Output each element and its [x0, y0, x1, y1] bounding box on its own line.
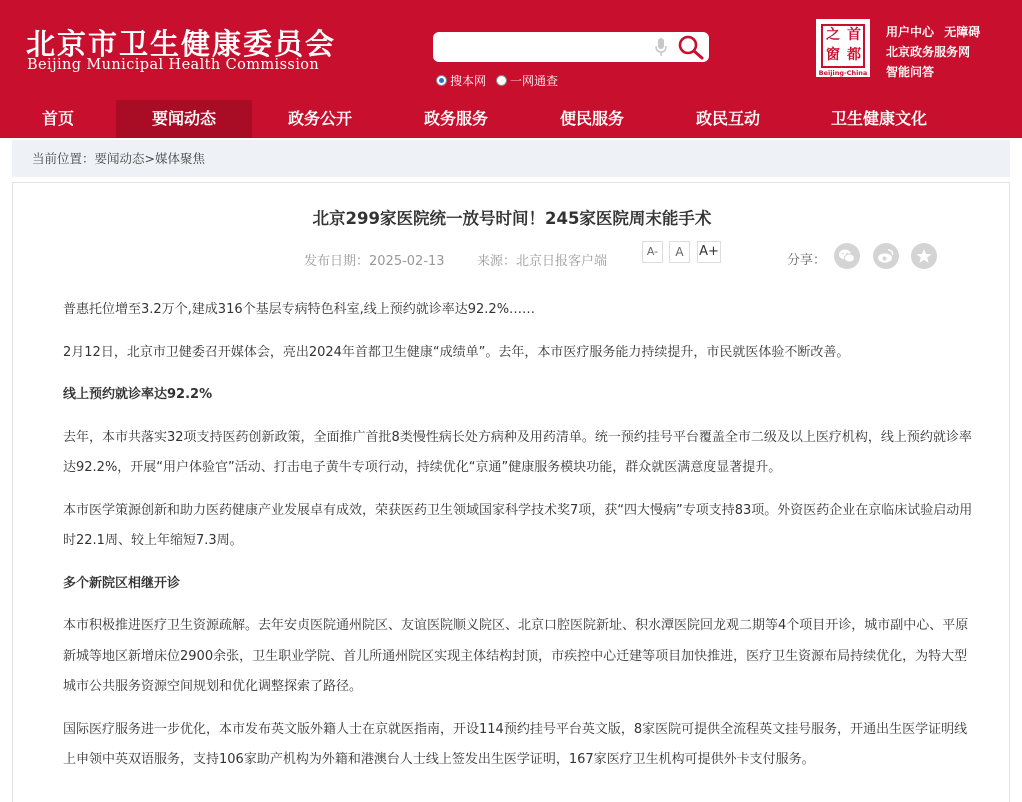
article-subheading: 线上预约就诊率达92.2% — [63, 387, 213, 402]
publish-date — [304, 250, 445, 269]
nav-item-health-culture[interactable]: 卫生健康文化 — [830, 109, 927, 128]
article-title: 北京299家医院统一放号时间！245家医院周末能手术 — [312, 209, 712, 228]
nav-item-interaction[interactable]: 政民互动 — [695, 109, 760, 128]
breadcrumb-separator: > — [144, 151, 156, 166]
nav-item-gov-affairs[interactable]: 政务公开 — [287, 109, 352, 128]
search-input[interactable] — [441, 36, 646, 58]
seal-frame — [821, 24, 865, 68]
nav-item-home[interactable]: 首页 — [41, 109, 74, 128]
radio-unselected-icon[interactable] — [496, 75, 507, 86]
source-label: 来源： — [477, 254, 517, 269]
seal-char: 之 — [826, 27, 840, 43]
search-scope-all-label: 一网通查 — [510, 74, 559, 88]
seal-caption: Beijing-China — [818, 69, 868, 77]
nav-item-gov-services[interactable]: 政务服务 — [423, 109, 488, 128]
weibo-icon[interactable] — [873, 243, 899, 269]
accessibility-link[interactable]: 无障碍 — [944, 25, 981, 39]
article-container — [12, 182, 1010, 802]
nav-item-public-services[interactable]: 便民服务 — [559, 109, 624, 128]
share-label: 分享： — [787, 253, 827, 268]
seal-char: 窗 — [826, 47, 840, 63]
header-quick-links — [886, 22, 980, 82]
article-body — [63, 295, 973, 788]
source-value: 北京日报客户端 — [516, 254, 608, 269]
site-header — [0, 0, 1022, 138]
breadcrumb-prefix: 当前位置： — [32, 151, 95, 166]
font-increase-button[interactable]: A+ — [697, 241, 721, 263]
search-scope-all[interactable] — [496, 72, 558, 89]
gov-service-link[interactable]: 北京政务服务网 — [886, 45, 971, 59]
article-paragraph: 2月12日，北京市卫健委召开媒体会，亮出2024年首都卫生健康“成绩单”。去年，本市医疗服务能力持续提升，市民就医体验不断改善。 — [63, 344, 850, 360]
breadcrumb-news-link[interactable]: 要闻动态 — [94, 151, 145, 166]
breadcrumb — [12, 140, 1010, 177]
site-logo-english[interactable]: Beijing Municipal Health Commission — [27, 57, 320, 73]
breadcrumb-media-link[interactable]: 媒体聚焦 — [155, 151, 206, 166]
article-paragraph: 国际医疗服务进一步优化，本市发布英文版外籍人士在京就医指南，开设114预约挂号平台英文版，8家医院可提供全流程英文挂号服务，开通出生医学证明线上申领中英双语服务，支持106家助产机构为外籍和港澳台人士线上签发出生医学证明，167家医疗卫生机构可提供外卡支付服务。 — [63, 721, 968, 767]
search-scope-site[interactable] — [436, 72, 486, 89]
search-icon[interactable] — [677, 34, 705, 60]
seal-char: 都 — [847, 47, 861, 63]
search-box — [433, 32, 709, 62]
article-paragraph: 本市积极推进医疗卫生资源疏解。去年安贞医院通州院区、友谊医院顺义院区、北京口腔医院新址、积水潭医院回龙观二期等4个项目开诊，城市副中心、平原新城等地区新增床位2900余张，卫生职业学院、首儿所通州院区实现主体结构封顶，市疾控中心迁建等项目加快推进，医疗卫生资源布局持续优化，为特大型城市公共服务资源空间规划和优化调整探索了路径。 — [63, 618, 969, 694]
article-paragraph: 本市医学策源创新和助力医药健康产业发展卓有成效，荣获医药卫生领域国家科学技术奖7项，获“四大慢病”专项支持83项。外资医药企业在京临床试验启动用时22.1周、较上年缩短7.3周。 — [63, 502, 973, 548]
microphone-icon[interactable] — [654, 37, 668, 57]
user-center-link[interactable]: 用户中心 — [886, 25, 935, 39]
search-scope-site-label: 搜本网 — [450, 74, 487, 88]
publish-date-label: 发布日期： — [304, 254, 370, 269]
site-logo-chinese[interactable]: 北京市卫生健康委员会 — [26, 27, 337, 61]
favorite-icon[interactable] — [911, 243, 937, 269]
article-subheading: 多个新院区相继开诊 — [63, 575, 181, 591]
article-lead: 普惠托位增至3.2万个,建成316个基层专病特色科室,线上预约就诊率达92.2%…… — [63, 302, 536, 317]
search-scope-options — [436, 72, 568, 89]
seal-char: 首 — [847, 27, 861, 43]
main-nav — [0, 100, 1022, 138]
publish-date-value: 2025-02-13 — [369, 254, 445, 269]
article-source — [477, 250, 607, 269]
radio-selected-icon[interactable] — [436, 75, 447, 86]
font-decrease-button[interactable]: A- — [642, 241, 663, 263]
nav-item-news[interactable]: 要闻动态 — [116, 100, 252, 138]
smart-qa-link[interactable]: 智能问答 — [886, 65, 935, 79]
wechat-icon[interactable] — [834, 243, 860, 269]
capital-window-seal-logo[interactable] — [816, 19, 870, 77]
font-normal-button[interactable]: A — [669, 241, 690, 263]
article-paragraph: 去年，本市共落实32项支持医药创新政策，全面推广首批8类慢性病长处方病种及用药清单。统一预约挂号平台覆盖全市二级及以上医疗机构，线上预约就诊率达92.2%，开展“用户体验官”活动、打击电子黄牛专项行动，持续优化“京通”健康服务模块功能，群众就医满意度显著提升。 — [63, 429, 972, 475]
